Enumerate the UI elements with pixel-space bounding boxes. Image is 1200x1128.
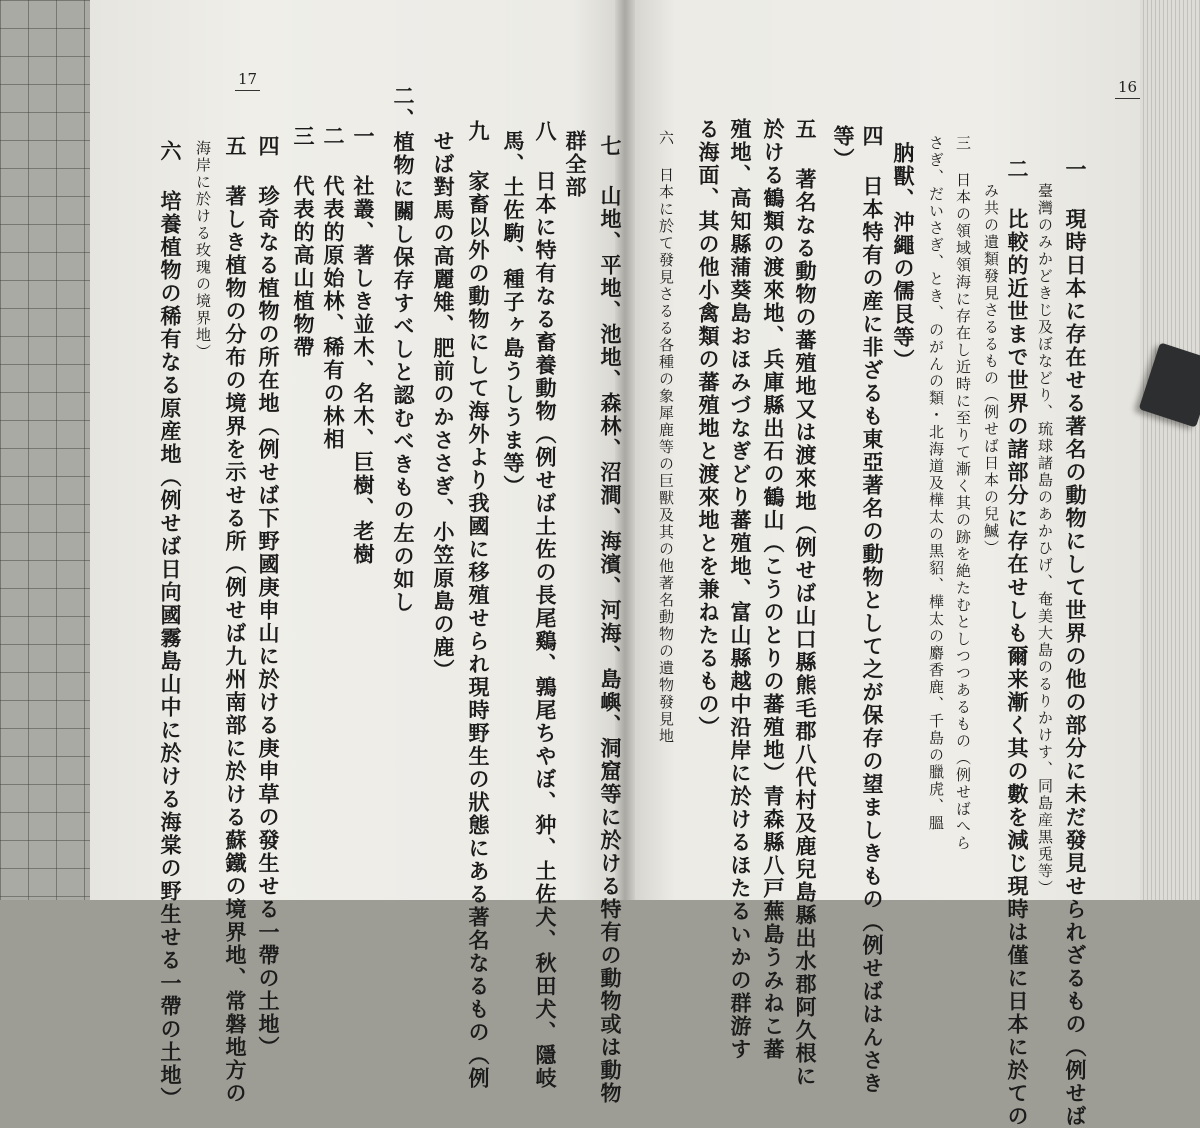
page-edges — [1140, 0, 1200, 900]
left-col-10: 三 代表的高山植物帶 — [291, 125, 316, 359]
left-col-6: せば對馬の高麗雉、肥前のかささぎ、小笠原島の鹿） — [431, 130, 456, 682]
right-col-2: 臺灣のみかどきじ及ぼなどり、琉球諸島のあかひげ、奄美大島のるりかけす、同島産黒兎等） — [1036, 183, 1054, 897]
left-col-8: 一 社叢、著しき並木、名木、巨樹、老樹 — [351, 125, 376, 566]
right-col-5: 三 日本の領域領海に存在し近時に至りて漸く其の跡を絶たむとしつつあるもの（例せばへら — [954, 135, 972, 852]
open-book — [60, 0, 1160, 1128]
right-col-7: 肭獸、沖繩の儒艮等） — [891, 142, 916, 372]
left-page-number: 17 — [235, 70, 260, 91]
left-col-7: 二、植物に關し保存すべしと認むべきもの左の如し — [391, 85, 416, 614]
right-col-3: 二 比較的近世まで世界の諸部分に存在せしも爾来漸く其の數を減じ現時は僅に日本に於ての — [1005, 158, 1030, 1128]
left-col-14: 六 培養植物の稀有なる原産地（例せば日向國霧島山中に於ける海棠の野生せる一帶の土地） — [158, 140, 183, 1110]
left-col-12: 五 著しき植物の分布の境界を示せる所（例せば九州南部に於ける蘇鐵の境界地、常磐地方の — [223, 135, 248, 1105]
left-col-11: 四 珍奇なる植物の所在地（例せば下野國庚申山に於ける庚申草の發生せる一帶の土地） — [256, 135, 281, 1059]
right-col-10: 五 著名なる動物の蕃殖地又は渡來地（例せば山口縣熊毛郡八代村及鹿兒島縣出水郡阿久根に — [793, 118, 818, 1088]
left-col-4: 馬、土佐駒、種子ヶ島うしうま等） — [501, 130, 526, 498]
right-page-number: 16 — [1115, 78, 1140, 99]
right-col-13: る海面、其の他小禽類の蕃殖地と渡來地とを兼ねたるもの） — [696, 118, 721, 739]
left-col-9: 二 代表的原始林、稀有の林相 — [321, 125, 346, 451]
left-col-1: 七 山地、平地、池地、森林、沼澗、海濱、河海、島嶼、洞窟等に於ける特有の動物或は動物 — [598, 135, 623, 1105]
right-col-11: 於ける鶴類の渡來地、兵庫縣出石の鶴山（こうのとりの蕃殖地）青森縣八戸蕪島うみねこ蕃 — [761, 118, 786, 1061]
right-col-9: 等） — [831, 125, 856, 171]
right-col-8: 四 日本特有の産に非ざるも東亞著名の動物として之が保存の望ましきもの（例せばはんさき — [860, 125, 885, 1095]
left-col-2: 群全部 — [563, 130, 588, 199]
left-col-5: 九 家畜以外の動物にして海外より我國に移殖せられ現時野生の狀態にある著名なるもの（例 — [466, 120, 491, 1090]
right-col-1: 一 現時日本に存在せる著名の動物にして世界の他の部分に未だ發見せられざるもの（例せば — [1063, 158, 1088, 1128]
right-col-12: 殖地、高知縣蒲葵島おほみづなぎどり蕃殖地、富山縣越中沿岸に於けるほたるいかの群游す — [728, 118, 753, 1061]
right-col-14: 六 日本に於て發見さるる各種の象犀鹿等の巨獸及其の他著名動物の遺物發見地 — [657, 130, 675, 745]
left-col-3: 八 日本に特有なる畜養動物（例せば土佐の長尾鷄、鶉尾ちやぼ、狆、土佐犬、秋田犬、隱岐 — [533, 120, 558, 1090]
right-col-6: さぎ、だいさぎ、とき、のがんの類・北海道及樺太の黒貂、樺太の麝香鹿、千島の臘虎、膃 — [927, 135, 945, 832]
left-col-13: 海岸に於ける玫瑰の境界地） — [194, 140, 212, 361]
right-col-4: み共の遺類發見さるるもの（例せば日本の兒鰄） — [982, 183, 1000, 557]
